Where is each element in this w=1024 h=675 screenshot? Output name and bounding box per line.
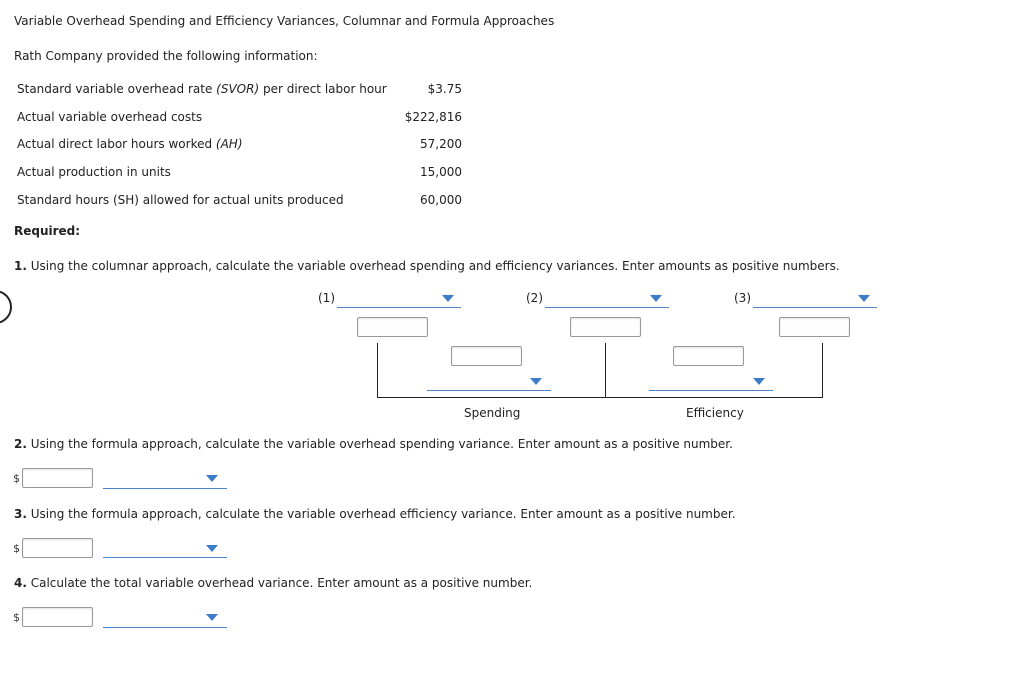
- column-2-dropdown[interactable]: [545, 307, 669, 308]
- q4-dropdown[interactable]: [103, 627, 227, 628]
- spending-label: Spending: [464, 406, 521, 420]
- column-2-input[interactable]: [570, 317, 641, 337]
- q3-dropdown[interactable]: [103, 557, 227, 558]
- q2-dropdown[interactable]: [103, 488, 227, 489]
- spending-variance-input[interactable]: [451, 346, 522, 366]
- info-label-units: Actual production in units: [17, 165, 171, 179]
- q2-amount-input[interactable]: [22, 468, 93, 488]
- spending-variance-dropdown[interactable]: [427, 390, 551, 391]
- chevron-down-icon[interactable]: [650, 295, 662, 302]
- efficiency-variance-dropdown[interactable]: [649, 390, 773, 391]
- column-3-input[interactable]: [779, 317, 850, 337]
- bracket-line: [822, 343, 823, 397]
- q3-amount-input[interactable]: [22, 538, 93, 558]
- info-value-svor: $3.75: [427, 82, 462, 96]
- question-2: 2. Using the formula approach, calculate the variable overhead spending variance. Enter amount as a positive number.: [14, 437, 733, 451]
- question-3: 3. Using the formula approach, calculate the variable overhead efficiency variance. Enter amount as a positive number.: [14, 507, 736, 521]
- question-4: 4. Calculate the total variable overhead variance. Enter amount as a positive number.: [14, 576, 533, 590]
- chevron-down-icon[interactable]: [206, 545, 218, 552]
- intro-text: Rath Company provided the following information:: [14, 49, 318, 63]
- column-1-dropdown[interactable]: [337, 307, 461, 308]
- bracket-line: [377, 343, 378, 397]
- bracket-line: [605, 343, 606, 397]
- efficiency-label: Efficiency: [686, 406, 744, 420]
- bracket-line: [377, 397, 823, 398]
- chevron-down-icon[interactable]: [530, 378, 542, 385]
- required-heading: Required:: [14, 224, 81, 238]
- info-value-units: 15,000: [420, 165, 462, 179]
- page-title: Variable Overhead Spending and Efficiency Variances, Columnar and Formula Approaches: [14, 14, 555, 28]
- chevron-down-icon[interactable]: [858, 295, 870, 302]
- chevron-down-icon[interactable]: [206, 614, 218, 621]
- column-1-label: (1): [318, 291, 335, 305]
- column-1-input[interactable]: [357, 317, 428, 337]
- info-value-ah: 57,200: [420, 137, 462, 151]
- column-3-dropdown[interactable]: [753, 307, 877, 308]
- info-label-sh: Standard hours (SH) allowed for actual units produced: [17, 193, 344, 207]
- info-value-actual-voh: $222,816: [404, 110, 462, 124]
- chevron-down-icon[interactable]: [442, 295, 454, 302]
- dollar-sign: $: [13, 472, 20, 485]
- chevron-down-icon[interactable]: [206, 475, 218, 482]
- q4-amount-input[interactable]: [22, 607, 93, 627]
- question-1: 1. Using the columnar approach, calculate the variable overhead spending and efficiency variances. Enter amounts as positive numbers.: [14, 259, 840, 273]
- column-2-label: (2): [526, 291, 543, 305]
- info-value-sh: 60,000: [420, 193, 462, 207]
- column-3-label: (3): [734, 291, 751, 305]
- info-label-svor: Standard variable overhead rate (SVOR) per direct labor hour: [17, 82, 387, 96]
- info-label-ah: Actual direct labor hours worked (AH): [17, 137, 243, 151]
- dollar-sign: $: [13, 611, 20, 624]
- info-label-actual-voh: Actual variable overhead costs: [17, 110, 203, 124]
- side-circle: [0, 290, 12, 324]
- chevron-down-icon[interactable]: [753, 378, 765, 385]
- dollar-sign: $: [13, 542, 20, 555]
- efficiency-variance-input[interactable]: [673, 346, 744, 366]
